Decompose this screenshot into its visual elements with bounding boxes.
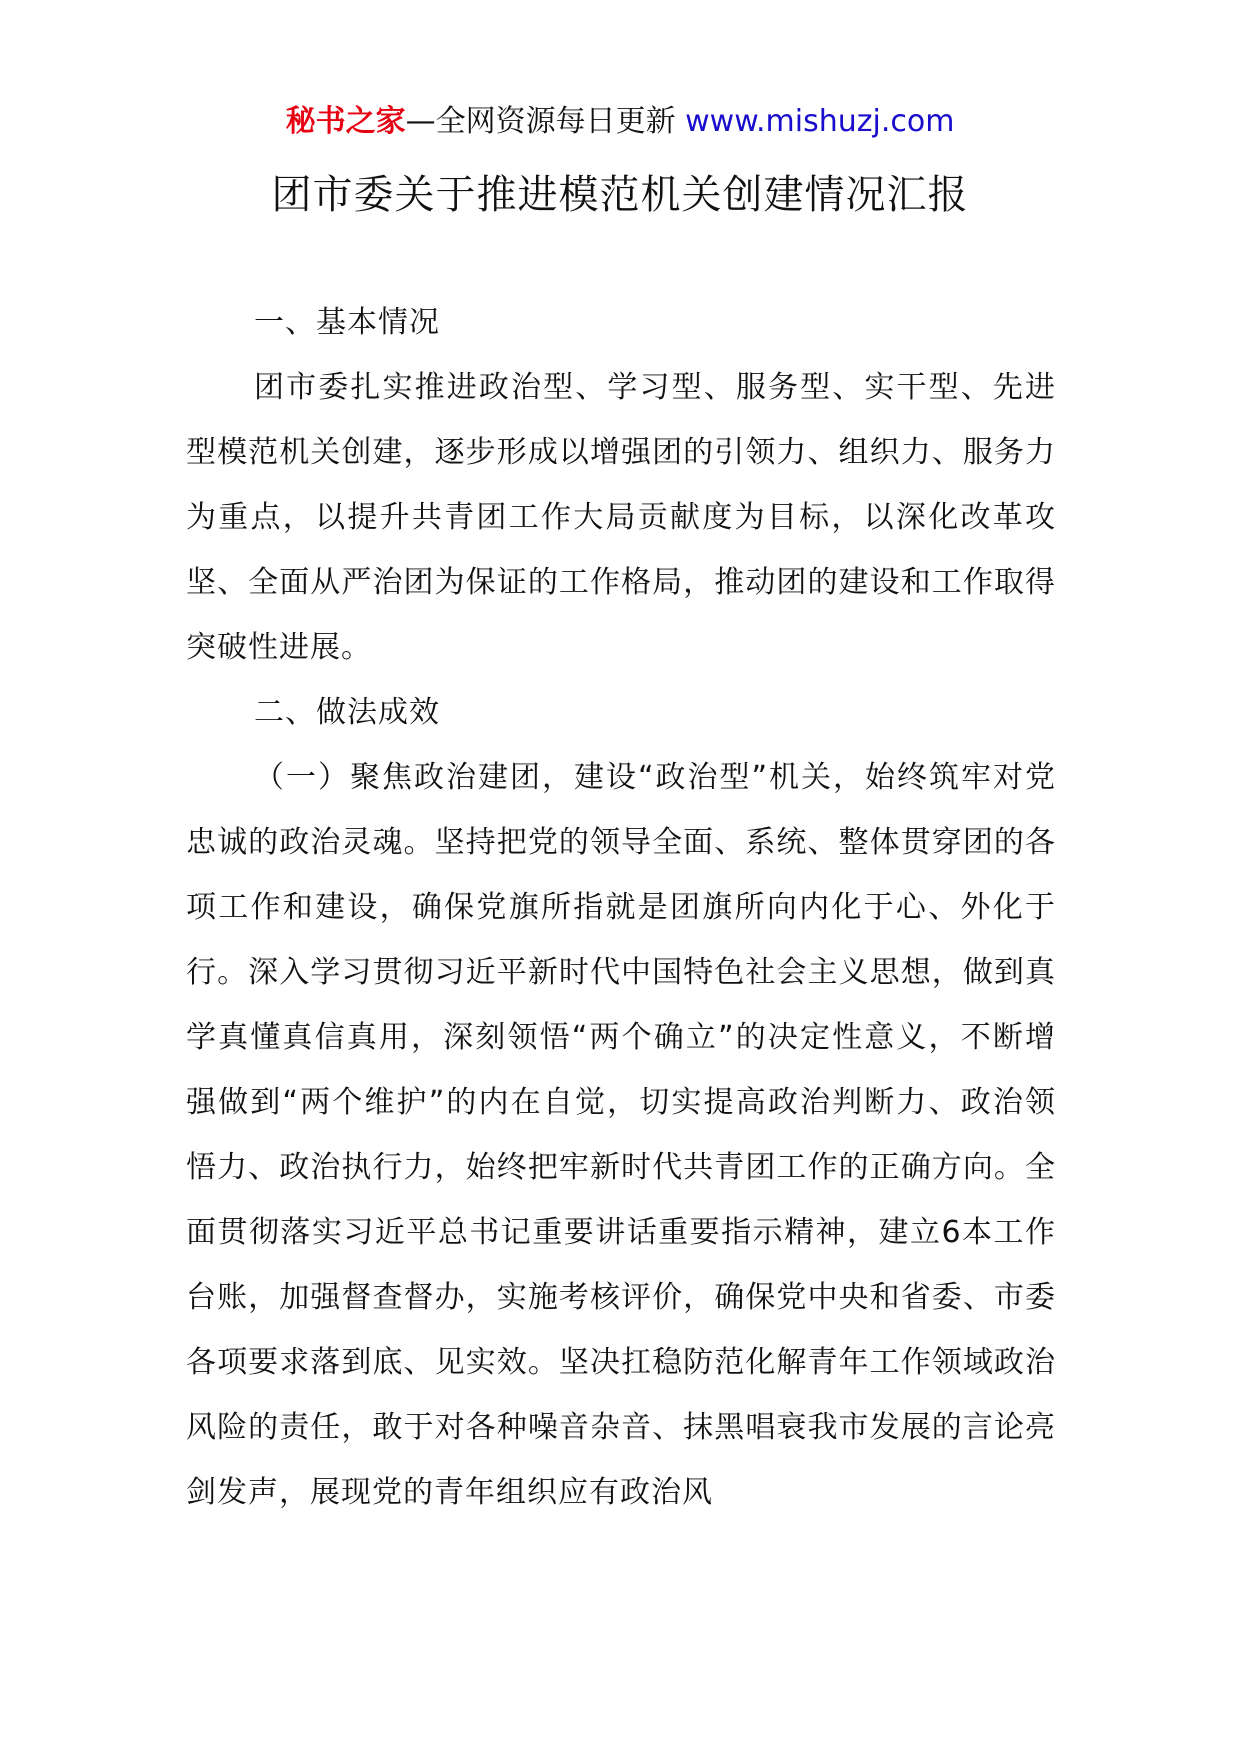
banner-tagline: —全网资源每日更新 [405, 104, 676, 139]
site-banner [0, 100, 1240, 144]
section-heading-basic: 一、基本情况 [254, 305, 440, 340]
section-heading-practice: 二、做法成效 [254, 695, 440, 730]
paragraph-basic-situation: 团市委扎实推进政治型、学习型、服务型、实干型、先进型模范机关创建，逐步形成以增强团的引领力、组织力、服务力为重点，以提升共青团工作大局贡献度为目标，以深化改革攻坚、全面从严治团为保证的工作格局，推动团的建设和工作取得突破性进展。 [186, 370, 1056, 665]
brand-name: 秘书之家 [285, 104, 406, 139]
document-body [186, 290, 1056, 1525]
document-title: 团市委关于推进模范机关创建情况汇报 [271, 172, 969, 218]
paragraph-political-organ: （一）聚焦政治建团，建设“政治型”机关，始终筑牢对党忠诚的政治灵魂。坚持把党的领导全面、系统、整体贯穿团的各项工作和建设，确保党旗所指就是团旗所向内化于心、外化于行。深入学习贯彻习近平新时代中国特色社会主义思想，做到真学真懂真信真用，深刻领悟“两个确立”的决定性意义，不断增强做到“两个维护”的内在自觉，切实提高政治判断力、政治领悟力、政治执行力，始终把牢新时代共青团工作的正确方向。全面贯彻落实习近平总书记重要讲话重要指示精神，建立6本工作台账，加强督查督办，实施考核评价，确保党中央和省委、市委各项要求落到底、见实效。坚决扛稳防范化解青年工作领域政治风险的责任，敢于对各种噪音杂音、抹黑唱衰我市发展的言论亮剑发声，展现党的青年组织应有政治风 [186, 760, 1056, 1510]
site-url-link[interactable]: www.mishuzj.com [685, 104, 955, 139]
